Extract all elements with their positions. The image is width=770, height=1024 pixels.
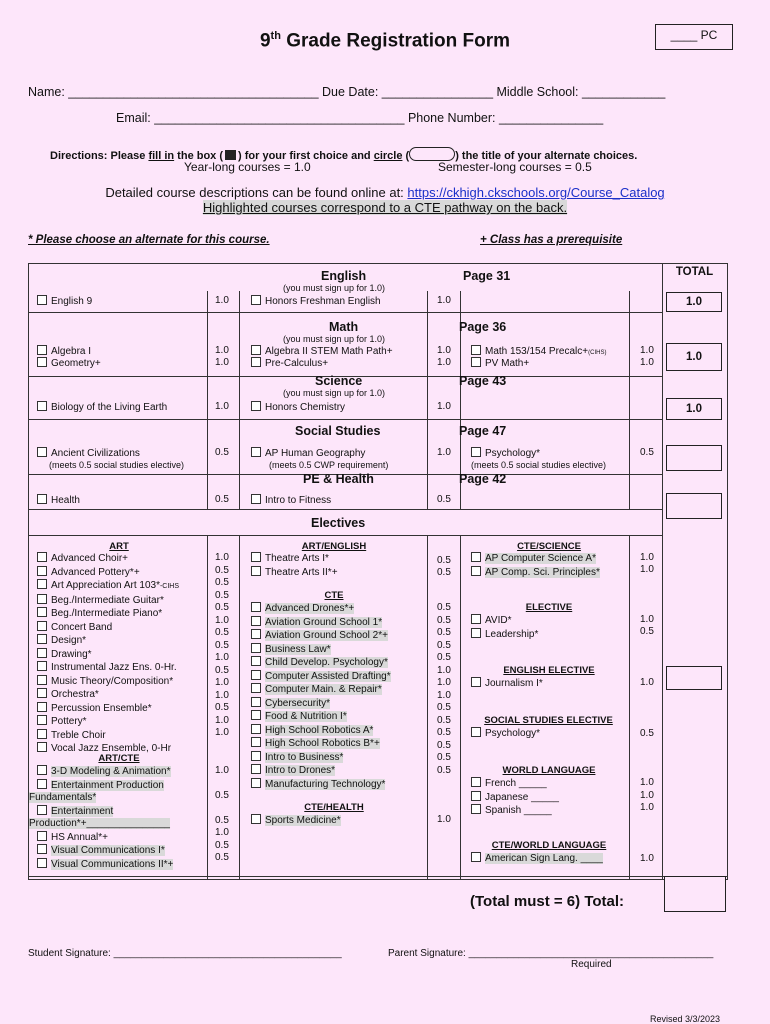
parent-signature[interactable]: Parent Signature: ____________________________________________	[388, 948, 714, 959]
course-pottery[interactable]: Pottery*	[37, 715, 179, 729]
math-title: Math	[329, 320, 359, 334]
course-spanish[interactable]: Spanish _____	[471, 804, 559, 818]
credit-value: 1.0	[215, 357, 229, 368]
credit-value: 1.0	[640, 777, 654, 788]
credit-value: 0.5	[437, 714, 451, 726]
course-percussion[interactable]: Percussion Ensemble*	[37, 702, 179, 716]
course-catalog-text: Detailed course descriptions can be found online at: https://ckhigh.ckschools.org/Course_Catalog	[105, 185, 665, 200]
math-page: Page 36	[459, 320, 507, 334]
course-food-nutrition[interactable]: Food & Nutrition I*	[251, 710, 391, 724]
checkbox[interactable]	[37, 729, 47, 739]
course-sports-medicine[interactable]: Sports Medicine*	[251, 814, 341, 828]
course-psychology-elective[interactable]: Psychology*	[471, 727, 540, 741]
credit-value: 0.5	[215, 815, 229, 826]
pe-page: Page 42	[459, 472, 507, 486]
science-page: Page 43	[459, 374, 507, 388]
email-phone-line[interactable]: Email: ____________________________________ Phone Number: _______________	[116, 111, 604, 125]
checkbox[interactable]	[471, 566, 481, 576]
course-ancient-civilizations[interactable]: Ancient Civilizations	[37, 447, 140, 461]
course-visual-comm-2[interactable]: Visual Communications II*+	[37, 858, 173, 872]
cte-list	[251, 602, 391, 791]
name-due-school-line[interactable]: Name: ____________________________________ Due Date: ________________ Middle School: ____________	[28, 85, 666, 99]
course-leadership[interactable]: Leadership*	[471, 628, 538, 642]
checkbox[interactable]	[251, 764, 261, 774]
checkbox[interactable]	[471, 628, 481, 638]
student-signature[interactable]: Student Signature: _________________________________________	[28, 948, 342, 959]
credit-value: 1.0	[640, 552, 654, 563]
checkbox[interactable]	[251, 697, 261, 707]
credit-value: 1.0	[215, 295, 229, 306]
credit-value: 1.0	[640, 789, 654, 801]
circle-oval-icon	[409, 147, 455, 161]
course-aviation-1[interactable]: Aviation Ground School 1*	[251, 616, 391, 630]
credit-value: 1.0	[640, 677, 654, 688]
course-math-153-154[interactable]: Math 153/154 Precalc+(CIHS)	[471, 345, 606, 360]
course-psychology[interactable]: Psychology*	[471, 447, 540, 461]
course-design[interactable]: Design*	[37, 634, 179, 648]
credit-value: 1.0	[215, 714, 229, 726]
checkbox[interactable]	[37, 831, 47, 841]
course-advanced-pottery[interactable]: Advanced Pottery*+	[37, 566, 179, 580]
checkbox[interactable]	[471, 614, 481, 624]
credit-value: 1.0	[215, 677, 229, 688]
course-intro-to-fitness[interactable]: Intro to Fitness	[251, 494, 331, 508]
cte-header: CTE	[324, 590, 344, 601]
checkbox[interactable]	[251, 656, 261, 666]
science-total-box[interactable]: 1.0	[666, 398, 722, 420]
course-computer-repair[interactable]: Computer Main. & Repair*	[251, 683, 391, 697]
cte-world-language-header: CTE/WORLD LANGUAGE	[491, 840, 607, 851]
checkbox[interactable]	[251, 751, 261, 761]
checkbox[interactable]	[37, 494, 47, 504]
checkbox[interactable]	[251, 778, 261, 788]
checkbox[interactable]	[251, 494, 261, 504]
checkbox[interactable]	[251, 602, 261, 612]
credit-value: 0.5	[437, 627, 451, 638]
credit-value: 1.0	[437, 677, 451, 688]
course-japanese[interactable]: Japanese _____	[471, 791, 559, 805]
grand-total-box[interactable]	[664, 876, 726, 912]
total-label: (Total must = 6) Total:	[470, 893, 625, 910]
course-guitar[interactable]: Beg./Intermediate Guitar*	[37, 594, 179, 608]
course-asl[interactable]: American Sign Lang. ____	[471, 852, 603, 866]
checkbox[interactable]	[251, 643, 261, 653]
checkbox[interactable]	[251, 295, 261, 305]
credit-value: 1.0	[215, 614, 229, 626]
checkbox[interactable]	[471, 345, 481, 355]
art-english-list	[251, 552, 338, 579]
credit-value: 0.5	[215, 447, 229, 458]
course-aviation-2[interactable]: Aviation Ground School 2*+	[251, 629, 391, 643]
checkbox[interactable]	[251, 552, 261, 562]
credit-value: 1.0	[437, 689, 451, 701]
checkbox[interactable]	[37, 579, 47, 589]
required-label: Required	[571, 959, 612, 970]
credit-value: 1.0	[640, 802, 654, 813]
credit-value: 1.0	[215, 727, 229, 738]
credit-value: 0.5	[437, 614, 451, 626]
credit-value: 1.0	[215, 765, 229, 776]
checkbox[interactable]	[37, 765, 47, 775]
checkbox[interactable]	[251, 616, 261, 626]
checkbox[interactable]	[37, 742, 47, 752]
checkbox[interactable]	[251, 401, 261, 411]
credit-value: 0.5	[215, 602, 229, 613]
credit-value: 0.5	[437, 727, 451, 738]
checkbox[interactable]	[37, 621, 47, 631]
checkbox[interactable]	[37, 779, 47, 789]
course-intro-business[interactable]: Intro to Business*	[251, 751, 391, 765]
social-note: (meets 0.5 social studies elective)	[471, 460, 607, 470]
course-english-9[interactable]: English 9	[37, 295, 92, 309]
science-title: Science	[315, 374, 363, 388]
credit-value: 0.5	[640, 626, 654, 637]
course-ap-cs-a[interactable]: AP Computer Science A*	[471, 552, 600, 566]
cte-values	[437, 602, 451, 777]
checkbox[interactable]	[37, 345, 47, 355]
course-intro-drones[interactable]: Intro to Drones*	[251, 764, 391, 778]
checkbox[interactable]	[37, 688, 47, 698]
alternate-note: * Please choose an alternate for this course.	[28, 234, 270, 246]
course-robotics-b[interactable]: High School Robotics B*+	[251, 737, 391, 751]
checkbox[interactable]	[37, 357, 47, 367]
course-music-theory[interactable]: Music Theory/Composition*	[37, 675, 179, 689]
checkbox[interactable]	[251, 629, 261, 639]
course-theatre-1[interactable]: Theatre Arts I*	[251, 552, 338, 566]
course-pv-math[interactable]: PV Math+	[471, 357, 529, 371]
elective-total-box[interactable]	[666, 666, 722, 690]
world-language-values	[640, 777, 654, 815]
credit-value: 1.0	[640, 564, 654, 575]
checkbox[interactable]	[471, 791, 481, 801]
course-table	[28, 263, 728, 880]
credit-value: 0.5	[215, 589, 229, 601]
course-ap-csp[interactable]: AP Comp. Sci. Principles*	[471, 566, 600, 580]
course-algebra-2-stem[interactable]: Algebra II STEM Math Path+	[251, 345, 393, 359]
art-cte-header: ART/CTE	[98, 753, 140, 764]
filled-box-icon	[225, 150, 236, 160]
credit-value: 0.5	[437, 639, 451, 651]
course-algebra-1[interactable]: Algebra I	[37, 345, 91, 359]
checkbox[interactable]	[251, 724, 261, 734]
course-avid[interactable]: AVID*	[471, 614, 538, 628]
page-title: 9th Grade Registration Form	[259, 30, 511, 52]
checkbox[interactable]	[251, 737, 261, 747]
course-cybersecurity[interactable]: Cybersecurity*	[251, 697, 391, 711]
credit-value: 0.5	[437, 764, 451, 776]
english-sub: (you must sign up for 1.0)	[283, 283, 386, 293]
course-journalism[interactable]: Journalism I*	[471, 677, 543, 691]
checkbox[interactable]	[37, 552, 47, 562]
science-sub: (you must sign up for 1.0)	[283, 388, 386, 398]
art-english-header: ART/ENGLISH	[301, 541, 367, 552]
checkbox[interactable]	[471, 552, 481, 562]
cte-science-list	[471, 552, 600, 579]
credit-value: 0.5	[437, 752, 451, 763]
checkbox[interactable]	[471, 852, 481, 862]
credit-value: 0.5	[215, 494, 229, 505]
credit-value: 0.5	[640, 447, 654, 458]
total-header: TOTAL	[675, 266, 714, 278]
pe-title: PE & Health	[303, 472, 374, 486]
credit-value: 1.0	[437, 447, 451, 458]
credit-value: 0.5	[215, 639, 229, 651]
checkbox[interactable]	[37, 594, 47, 604]
checkbox[interactable]	[471, 727, 481, 737]
course-cad[interactable]: Computer Assisted Drafting*	[251, 670, 391, 684]
credit-value: 1.0	[437, 345, 451, 356]
course-theatre-2[interactable]: Theatre Arts II*+	[251, 566, 338, 580]
pc-box[interactable]: ____ PC	[655, 24, 733, 50]
course-3d-modeling[interactable]: 3-D Modeling & Animation*	[37, 765, 173, 779]
credit-value: 1.0	[215, 689, 229, 701]
course-biology[interactable]: Biology of the Living Earth	[37, 401, 167, 415]
course-art-appreciation[interactable]: Art Appreciation Art 103*-CIHS	[37, 579, 179, 594]
checkbox[interactable]	[251, 357, 261, 367]
english-elective-header: ENGLISH ELECTIVE	[503, 665, 595, 676]
checkbox[interactable]	[37, 805, 47, 815]
checkbox[interactable]	[251, 683, 261, 693]
credit-value: 1.0	[437, 295, 451, 306]
elective-header: ELECTIVE	[525, 602, 573, 613]
credit-value: 0.5	[215, 702, 229, 713]
social-note: (meets 0.5 social studies elective)	[49, 460, 185, 470]
course-hs-annual[interactable]: HS Annual*+	[37, 831, 173, 845]
credit-value: 1.0	[640, 853, 654, 864]
course-french[interactable]: French _____	[471, 777, 559, 791]
revised-date: Revised 3/3/2023	[650, 1014, 721, 1024]
credit-value: 1.0	[437, 664, 451, 676]
credit-value: 0.5	[215, 564, 229, 576]
checkbox[interactable]	[37, 607, 47, 617]
elective-list	[471, 614, 538, 641]
art-list	[37, 552, 179, 756]
credit-value: 0.5	[437, 555, 451, 566]
course-manufacturing[interactable]: Manufacturing Technology*	[251, 778, 391, 792]
art-cte-list: 3-D Modeling & Animation* Entertainment Production Fundamentals* Entertainment Production*+_______________ HS Annual*+ Visual Communications I* Visual Communications II*+	[29, 766, 174, 870]
checkbox[interactable]	[37, 702, 47, 712]
social-page: Page 47	[459, 424, 507, 438]
course-health[interactable]: Health	[37, 494, 80, 508]
course-advanced-drones[interactable]: Advanced Drones*+	[251, 602, 391, 616]
credit-value: 0.5	[215, 577, 229, 588]
social-total-box[interactable]	[666, 445, 722, 471]
checkbox[interactable]	[251, 345, 261, 355]
course-vocal-jazz[interactable]: Vocal Jazz Ensemble, 0-Hr	[37, 742, 179, 756]
credit-value: 0.5	[215, 790, 229, 801]
checkbox[interactable]	[251, 710, 261, 720]
credit-value: 1.0	[437, 401, 451, 412]
credit-value: 0.5	[215, 852, 229, 863]
credit-value: 1.0	[640, 357, 654, 368]
course-visual-comm-1[interactable]: Visual Communications I*	[37, 844, 173, 858]
course-jazz-ensemble[interactable]: Instrumental Jazz Ens. 0-Hr.	[37, 661, 179, 675]
credit-value: 0.5	[437, 739, 451, 751]
course-advanced-choir[interactable]: Advanced Choir+	[37, 552, 179, 566]
english-total-box[interactable]: 1.0	[666, 292, 722, 312]
course-pre-calculus[interactable]: Pre-Calculus+	[251, 357, 328, 371]
art-values	[215, 552, 229, 740]
yearlong-note: Year-long courses = 1.0	[184, 160, 311, 174]
checkbox[interactable]	[37, 401, 47, 411]
checkbox[interactable]	[471, 447, 481, 457]
course-drawing[interactable]: Drawing*	[37, 648, 179, 662]
credit-value: 1.0	[215, 345, 229, 356]
course-geometry[interactable]: Geometry+	[37, 357, 101, 371]
course-orchestra[interactable]: Orchestra*	[37, 688, 179, 702]
checkbox[interactable]	[37, 634, 47, 644]
course-treble-choir[interactable]: Treble Choir	[37, 729, 179, 743]
credit-value: 0.5	[215, 627, 229, 638]
checkbox[interactable]	[37, 844, 47, 854]
checkbox[interactable]	[37, 675, 47, 685]
math-sub: (you must sign up for 1.0)	[283, 334, 386, 344]
credit-value: 1.0	[215, 652, 229, 663]
course-robotics-a[interactable]: High School Robotics A*	[251, 724, 391, 738]
checkbox[interactable]	[471, 804, 481, 814]
cte-health-header: CTE/HEALTH	[304, 802, 364, 813]
checkbox[interactable]	[37, 715, 47, 725]
course-piano[interactable]: Beg./Intermediate Piano*	[37, 607, 179, 621]
checkbox[interactable]	[37, 648, 47, 658]
electives-title: Electives	[311, 516, 366, 530]
checkbox[interactable]	[37, 295, 47, 305]
ss-elective-header: SOCIAL STUDIES ELECTIVE	[484, 715, 613, 726]
social-note: (meets 0.5 CWP requirement)	[269, 460, 389, 470]
credit-value: 0.5	[215, 664, 229, 676]
credit-value: 1.0	[640, 614, 654, 625]
course-business-law[interactable]: Business Law*	[251, 643, 391, 657]
checkbox[interactable]	[37, 566, 47, 576]
checkbox[interactable]	[471, 777, 481, 787]
course-ap-human-geography[interactable]: AP Human Geography	[251, 447, 365, 461]
world-language-list	[471, 777, 559, 818]
course-catalog-link[interactable]: https://ckhigh.ckschools.org/Course_Catalog	[407, 185, 665, 200]
highlight-note: Highlighted courses correspond to a CTE pathway on the back.	[202, 200, 568, 215]
credit-value: 0.5	[215, 840, 229, 851]
credit-value: 1.0	[437, 357, 451, 368]
pe-total-box[interactable]	[666, 493, 722, 519]
course-honors-chemistry[interactable]: Honors Chemistry	[251, 401, 345, 415]
cte-science-header: CTE/SCIENCE	[517, 541, 581, 552]
credit-value: 1.0	[437, 814, 451, 825]
prereq-note: + Class has a prerequisite	[480, 234, 623, 246]
checkbox[interactable]	[37, 447, 47, 457]
checkbox[interactable]	[251, 814, 261, 824]
credit-value: 1.0	[215, 827, 229, 838]
credit-value: 0.5	[437, 652, 451, 663]
checkbox[interactable]	[251, 566, 261, 576]
credit-value: 0.5	[640, 728, 654, 739]
credit-value: 1.0	[215, 401, 229, 412]
checkbox[interactable]	[251, 447, 261, 457]
checkbox[interactable]	[251, 670, 261, 680]
math-total-box[interactable]: 1.0	[666, 343, 722, 371]
checkbox[interactable]	[471, 677, 481, 687]
credit-value: 0.5	[437, 494, 451, 505]
english-page: Page 31	[463, 269, 511, 283]
course-child-develop[interactable]: Child Develop. Psychology*	[251, 656, 391, 670]
social-title: Social Studies	[295, 424, 381, 438]
credit-value: 0.5	[437, 602, 451, 613]
directions-text: Directions: Please fill in the box ( ) for your first choice and circle ( ) the title of your alternate choices.	[50, 147, 637, 162]
course-entertainment-fundamentals[interactable]: Entertainment Production	[37, 779, 173, 793]
credit-value: 1.0	[215, 552, 229, 563]
checkbox[interactable]	[37, 858, 47, 868]
course-concert-band[interactable]: Concert Band	[37, 621, 179, 635]
english-title: English	[321, 269, 367, 283]
world-language-header: WORLD LANGUAGE	[502, 765, 596, 776]
course-honors-freshman-english[interactable]: Honors Freshman English	[251, 295, 381, 309]
checkbox[interactable]	[471, 357, 481, 367]
checkbox[interactable]	[37, 661, 47, 671]
credit-value: 0.5	[437, 702, 451, 713]
semester-note: Semester-long courses = 0.5	[438, 160, 592, 174]
credit-value: 0.5	[437, 567, 451, 578]
art-header: ART	[109, 541, 129, 552]
course-entertainment-production[interactable]: Entertainment	[37, 805, 173, 819]
credit-value: 1.0	[640, 345, 654, 356]
